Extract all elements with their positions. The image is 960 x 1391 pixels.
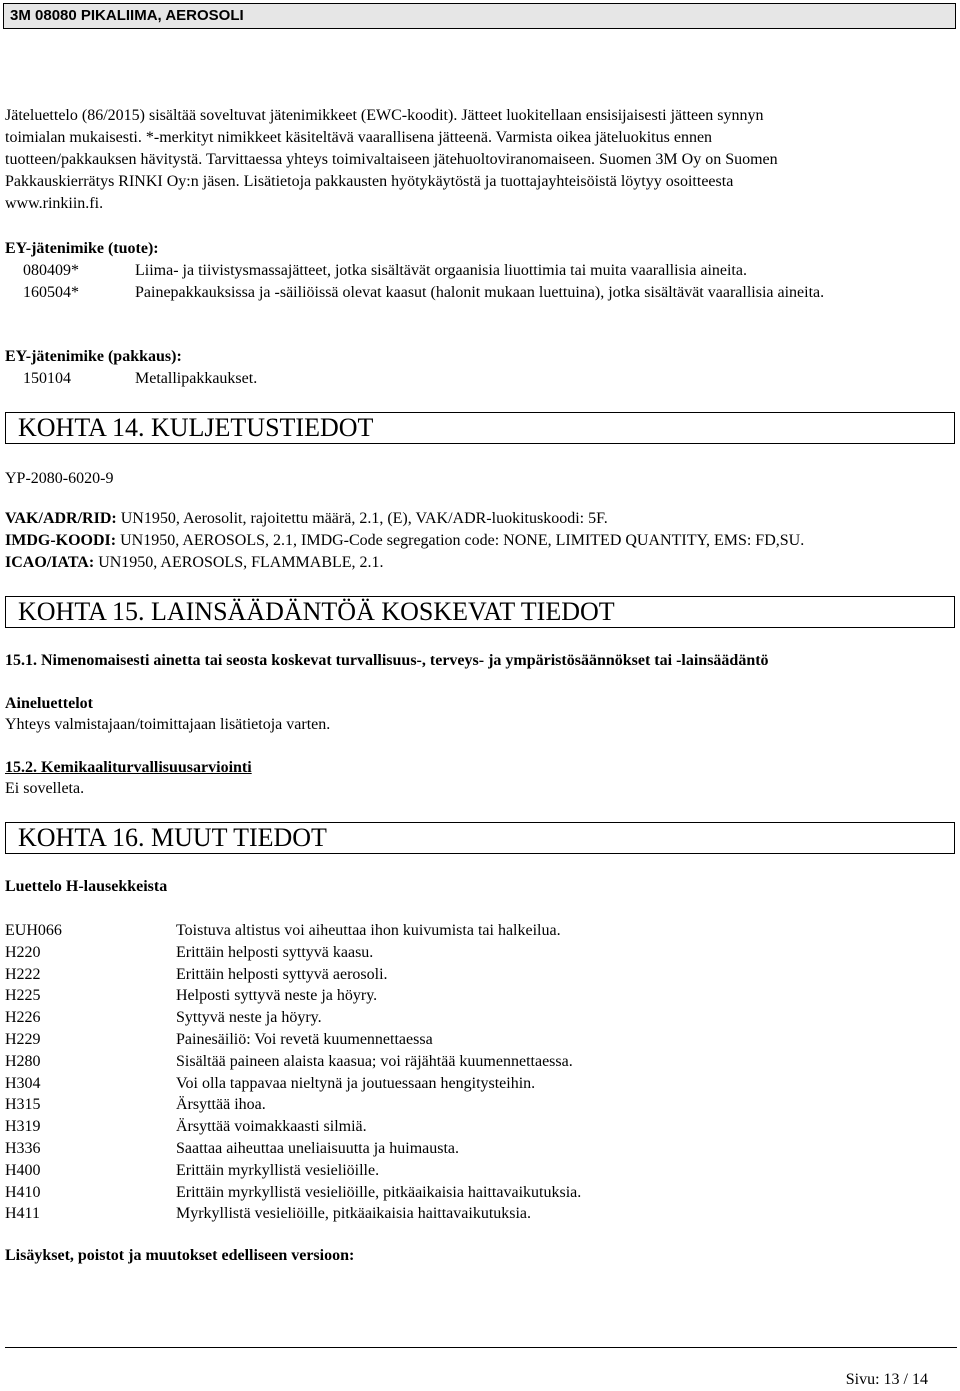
h-code: H410 — [5, 1183, 41, 1201]
vak-value: UN1950, Aerosolit, rajoitettu määrä, 2.1, (E), VAK/ADR-luokituskoodi: 5F. — [116, 510, 608, 527]
changes-heading: Lisäykset, poistot ja muutokset edelliseen versioon: — [5, 1247, 355, 1264]
intro-line: Pakkauskierrätys RINKI Oy:n jäsen. Lisätietoja pakkausten hyötykäytöstä ja tuottajayhteisöistä löytyy osoitteesta — [5, 173, 734, 190]
h-code: H411 — [5, 1205, 40, 1223]
h-code: H229 — [5, 1030, 41, 1048]
waste-description: Metallipakkaukset. — [135, 370, 258, 387]
list-item — [5, 1029, 581, 1051]
document-title: 3M 08080 PIKALIIMA, AEROSOLI — [10, 7, 244, 24]
document-header — [3, 3, 956, 29]
h-code: H226 — [5, 1009, 41, 1027]
footer-divider — [5, 1347, 957, 1348]
subsection-15-1: 15.1. Nimenomaisesti ainetta tai seosta koskevat turvallisuus-, terveys- ja ympäristösäännökset tai -lainsäädäntö — [5, 652, 769, 669]
waste-list-intro — [5, 105, 950, 215]
ey-product-heading: EY-jätenimike (tuote): — [5, 240, 159, 257]
list-item — [5, 920, 581, 942]
section-15-heading — [5, 596, 955, 628]
waste-code: 080409* — [23, 262, 79, 279]
h-text: Erittäin myrkyllistä vesieliöille. — [176, 1161, 380, 1179]
waste-code: 160504* — [23, 284, 79, 301]
transport-vak — [5, 508, 608, 530]
list-item — [5, 1094, 581, 1116]
list-item — [5, 1073, 581, 1095]
intro-line: Jäteluettelo (86/2015) sisältää soveltuvat jätenimikkeet (EWC-koodit). Jätteet luokitellaan ensisijaisesti jätteen synnyn — [5, 107, 764, 124]
intro-line: www.rinkiin.fi. — [5, 195, 104, 212]
vak-label: VAK/ADR/RID: — [5, 510, 117, 527]
list-item — [5, 964, 581, 986]
list-item — [5, 1051, 581, 1073]
h-text: Erittäin myrkyllistä vesieliöille, pitkäaikaisia haittavaikutuksia. — [176, 1183, 582, 1201]
list-item — [23, 368, 953, 390]
transport-icao — [5, 552, 384, 574]
icao-label: ICAO/IATA: — [5, 554, 95, 571]
ey-package-heading: EY-jätenimike (pakkaus): — [5, 348, 182, 365]
intro-line: tuotteen/pakkauksen hävitystä. Tarvittaessa yhteys toimivaltaiseen jätehuoltoviranomaiseen. Suomen 3M Oy on Suomen — [5, 151, 778, 168]
list-item — [5, 1138, 581, 1160]
h-code: EUH066 — [5, 922, 62, 939]
transport-reference: YP-2080-6020-9 — [5, 470, 114, 487]
subsection-15-2: 15.2. Kemikaaliturvallisuusarviointi — [5, 759, 252, 776]
page-number: Sivu: 13 / 14 — [845, 1371, 928, 1388]
h-code: H222 — [5, 965, 41, 983]
waste-description: Painepakkauksissa ja -säiliöissä olevat kaasut (halonit mukaan luettuina), jotka sisältävät vaarallisia aineita. — [135, 284, 825, 301]
h-text: Ärsyttää ihoa. — [176, 1096, 266, 1114]
h-code: H315 — [5, 1096, 41, 1114]
imdg-label: IMDG-KOODI: — [5, 532, 117, 549]
h-text: Sisältää paineen alaista kaasua; voi räjähtää kuumennettaessa. — [176, 1052, 573, 1070]
ey-product-list — [23, 260, 953, 304]
imdg-value: UN1950, AEROSOLS, 2.1, IMDG-Code segregation code: NONE, LIMITED QUANTITY, EMS: FD,SU. — [116, 532, 805, 549]
h-text: Toistuva altistus voi aiheuttaa ihon kuivumista tai halkeilua. — [176, 922, 561, 939]
intro-line: toimialan mukaisesti. *-merkityt nimikkeet käsiteltävä vaarallisena jätteenä. Varmista oikea jäteluokitus ennen — [5, 129, 713, 146]
h-code: H319 — [5, 1118, 41, 1136]
list-item — [5, 1160, 581, 1182]
h-text: Syttyvä neste ja höyry. — [176, 1009, 322, 1027]
h-text: Ärsyttää voimakkaasti silmiä. — [176, 1118, 367, 1136]
list-item — [23, 260, 953, 282]
section-14-heading — [5, 412, 955, 444]
subsection-15-2-text: Ei sovelleta. — [5, 780, 85, 797]
h-code: H400 — [5, 1161, 41, 1179]
lists-text: Yhteys valmistajaan/toimittajaan lisätietoja varten. — [5, 716, 331, 733]
h-code: H280 — [5, 1052, 41, 1070]
h-statements-heading: Luettelo H-lausekkeista — [5, 878, 168, 895]
h-text: Erittäin helposti syttyvä kaasu. — [176, 943, 374, 961]
waste-code: 150104 — [23, 370, 71, 387]
h-text: Erittäin helposti syttyvä aerosoli. — [176, 965, 388, 983]
ey-package-list — [23, 368, 953, 390]
list-item — [5, 942, 581, 964]
list-item — [5, 1007, 581, 1029]
waste-description: Liima- ja tiivistysmassajätteet, jotka sisältävät orgaanisia liuottimia tai muita vaarallisia aineita. — [135, 262, 747, 279]
h-statements-list — [5, 920, 581, 1225]
h-text: Myrkyllistä vesieliöille, pitkäaikaisia haittavaikutuksia. — [176, 1205, 532, 1223]
transport-imdg — [5, 530, 804, 552]
list-item — [5, 1203, 581, 1225]
list-item — [5, 985, 581, 1007]
list-item — [5, 1116, 581, 1138]
section-16-heading — [5, 822, 955, 854]
h-code: H336 — [5, 1139, 41, 1157]
list-item — [23, 282, 953, 304]
h-text: Saattaa aiheuttaa uneliaisuutta ja huimausta. — [176, 1139, 460, 1157]
list-item — [5, 1182, 581, 1204]
section-title: KOHTA 16. MUUT TIEDOT — [18, 823, 327, 852]
section-title: KOHTA 15. LAINSÄÄDÄNTÖÄ KOSKEVAT TIEDOT — [18, 597, 615, 626]
h-text: Painesäiliö: Voi revetä kuumennettaessa — [176, 1030, 433, 1048]
h-text: Helposti syttyvä neste ja höyry. — [176, 987, 378, 1005]
icao-value: UN1950, AEROSOLS, FLAMMABLE, 2.1. — [94, 554, 384, 571]
h-text: Voi olla tappavaa nieltynä ja joutuessaan hengitysteihin. — [176, 1074, 536, 1092]
h-code: H304 — [5, 1074, 41, 1092]
h-code: H225 — [5, 987, 41, 1005]
h-code: H220 — [5, 943, 41, 961]
section-title: KOHTA 14. KULJETUSTIEDOT — [18, 413, 374, 442]
lists-heading: Aineluettelot — [5, 695, 93, 712]
